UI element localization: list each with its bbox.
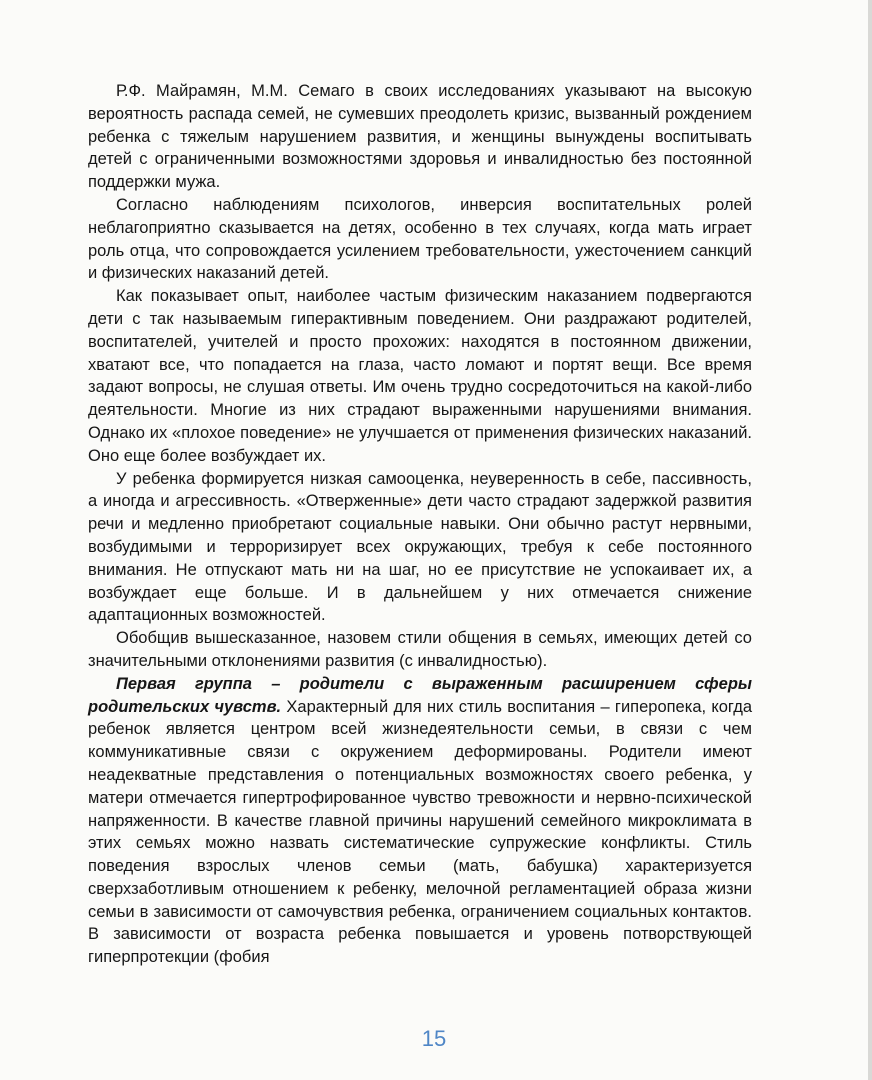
- paragraph-6: [88, 673, 752, 969]
- paragraph-1: Р.Ф. Майрамян, М.М. Семаго в своих исследованиях указывают на высокую вероятность распада семей, не сумевших преодолеть кризис, вызванный рождением ребенка с тяжелым нарушением развития, и женщины вынуждены воспитывать детей с ограниченными возможностями здоровья и инвалидностью без постоянной поддержки мужа.: [88, 82, 752, 192]
- paragraph-2: Согласно наблюдениям психологов, инверсия воспитательных ролей неблагоприятно сказывается на детях, особенно в тех случаях, когда мать играет роль отца, что сопровождается усилением требовательности, ужесточением санкций и физических наказаний детей.: [88, 195, 752, 283]
- paragraph-3: Как показывает опыт, наиболее частым физическим наказанием подвергаются дети с так называемым гиперактивным поведением. Они раздражают родителей, воспитателей, учителей и просто прохожих: находятся в постоянном движении, хватают все, что попадается на глаза, часто ломают и портят вещи. Все время задают вопросы, не слушая ответы. Им очень трудно сосредоточиться на какой-либо деятельности. Многие из них страдают выраженными нарушениями внимания. Однако их «плохое поведение» не улучшается от применения физических наказаний. Оно еще более возбуждает их.: [88, 287, 752, 465]
- paragraph-4: У ребенка формируется низкая самооценка, неуверенность в себе, пассивность, а иногда и агрессивность. «Отверженные» дети часто страдают задержкой развития речи и медленно приобретают социальные навыки. Они обычно растут нервными, возбудимыми и терроризирует всех окружающих, требуя к себе постоянного внимания. Не отпускают мать ни на шаг, но ее присутствие не успокаивает их, а возбуждает еще больше. И в дальнейшем у них отмечается снижение адаптационных возможностей.: [88, 469, 752, 625]
- body-text: [88, 80, 752, 969]
- group-text: Характерный для них стиль воспитания – гиперопека, когда ребенок является центром всей жизнедеятельности семьи, в связи с чем коммуникативные связи с окружением деформированы. Родители имеют неадекватные представления о потенциальных возможностях своего ребенка, у матери отмечается гипертрофированное чувство тревожности и нервно-психической напряженности. В качестве главной причины нарушений семейного микроклимата в этих семьях можно назвать систематические супружеские конфликты. Стиль поведения взрослых членов семьи (мать, бабушка) характеризуется сверхзаботливым отношением к ребенку, мелочной регламентацией образа жизни семьи в зависимости от самочувствия ребенка, ограничением социальных контактов. В зависимости от возраста ребенка повышается и уровень потворствующей гиперпротекции (фобия: [88, 697, 752, 967]
- group-heading: Первая группа – родители с выраженным расширением сферы родительских чувств.: [88, 674, 752, 716]
- page-number: 15: [421, 1026, 447, 1051]
- paragraph-5: Обобщив вышесказанное, назовем стили общения в семьях, имеющих детей со значительными отклонениями развития (с инвалидностью).: [88, 629, 752, 670]
